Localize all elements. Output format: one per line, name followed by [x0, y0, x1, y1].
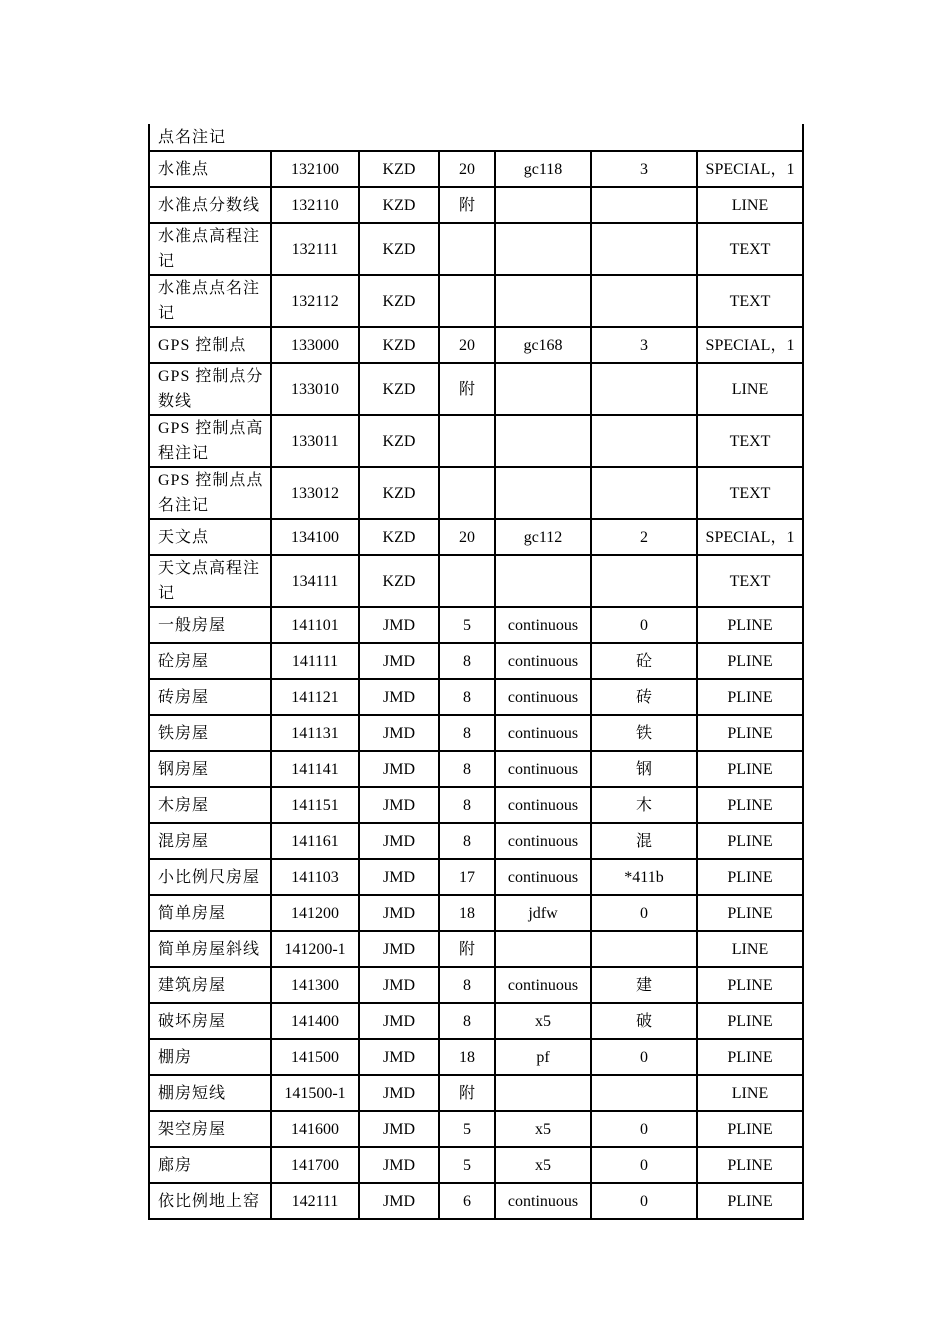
cell-color: 附: [439, 1075, 495, 1111]
table-row: [149, 1075, 803, 1111]
cell-color: 8: [439, 679, 495, 715]
table-row: [149, 151, 803, 187]
cell-code: 133011: [271, 415, 359, 467]
cell-param: 0: [591, 1183, 697, 1219]
cell-layer: KZD: [359, 327, 439, 363]
cell-kind: PLINE: [697, 1183, 803, 1219]
cell-param: [591, 555, 697, 607]
cell-color: 18: [439, 1039, 495, 1075]
cell-layer: JMD: [359, 859, 439, 895]
table-row: [149, 327, 803, 363]
table-row: [149, 363, 803, 415]
cell-param: 0: [591, 1039, 697, 1075]
table-row: [149, 823, 803, 859]
table-row: [149, 1183, 803, 1219]
table-row: [149, 1111, 803, 1147]
cell-name: 水准点: [149, 151, 271, 187]
cell-layer: KZD: [359, 187, 439, 223]
cell-param: [591, 415, 697, 467]
cell-color: 8: [439, 1003, 495, 1039]
table-row: [149, 555, 803, 607]
cell-name: 架空房屋: [149, 1111, 271, 1147]
cell-kind: TEXT: [697, 467, 803, 519]
cell-color: 17: [439, 859, 495, 895]
table-row: [149, 607, 803, 643]
cell-kind: TEXT: [697, 415, 803, 467]
document-page: [148, 124, 802, 1220]
cell-linetype: continuous: [495, 859, 591, 895]
table-row: [149, 1147, 803, 1183]
cell-color: 20: [439, 151, 495, 187]
cell-name: 建筑房屋: [149, 967, 271, 1003]
cell-linetype: [495, 1075, 591, 1111]
cell-kind: PLINE: [697, 895, 803, 931]
cell-kind: LINE: [697, 187, 803, 223]
cell-linetype: continuous: [495, 679, 591, 715]
cell-param: [591, 275, 697, 327]
cell-kind: PLINE: [697, 1147, 803, 1183]
cell-code: 141500: [271, 1039, 359, 1075]
cell-param: [591, 467, 697, 519]
table-row: [149, 519, 803, 555]
cell-linetype: continuous: [495, 967, 591, 1003]
cell-color: [439, 275, 495, 327]
cell-linetype: gc118: [495, 151, 591, 187]
table-row: [149, 859, 803, 895]
cell-param: 0: [591, 895, 697, 931]
cell-name: 水准点高程注记: [149, 223, 271, 275]
cell-linetype: continuous: [495, 823, 591, 859]
cell-linetype: continuous: [495, 787, 591, 823]
cell-code: 141600: [271, 1111, 359, 1147]
cell-code: 134100: [271, 519, 359, 555]
cell-layer: KZD: [359, 555, 439, 607]
cell-param: 3: [591, 327, 697, 363]
cell-kind: TEXT: [697, 555, 803, 607]
cell-code: 133010: [271, 363, 359, 415]
cell-layer: JMD: [359, 823, 439, 859]
cell-kind: PLINE: [697, 643, 803, 679]
cell-layer: JMD: [359, 751, 439, 787]
cell-linetype: gc112: [495, 519, 591, 555]
table-row: [149, 931, 803, 967]
cell-color: 5: [439, 607, 495, 643]
table-row: [149, 187, 803, 223]
cell-name: 破坏房屋: [149, 1003, 271, 1039]
cell-param: 木: [591, 787, 697, 823]
table-row: [149, 1003, 803, 1039]
cell-color: [439, 415, 495, 467]
cell-color: 8: [439, 787, 495, 823]
cell-name: 木房屋: [149, 787, 271, 823]
cell-layer: KZD: [359, 275, 439, 327]
cell-param: *411b: [591, 859, 697, 895]
cell-color: 附: [439, 931, 495, 967]
cell-color: 18: [439, 895, 495, 931]
cell-param: [591, 223, 697, 275]
cell-color: 5: [439, 1147, 495, 1183]
table-row: [149, 715, 803, 751]
cell-name: 天文点高程注记: [149, 555, 271, 607]
cell-linetype: [495, 223, 591, 275]
cell-code: 141300: [271, 967, 359, 1003]
cell-code: 134111: [271, 555, 359, 607]
cell-code: 141400: [271, 1003, 359, 1039]
cell-color: 8: [439, 643, 495, 679]
cell-kind: SPECIAL，1: [697, 151, 803, 187]
cell-layer: JMD: [359, 967, 439, 1003]
cell-layer: JMD: [359, 1147, 439, 1183]
cell-layer: JMD: [359, 1039, 439, 1075]
table-row: [149, 895, 803, 931]
cell-param: 0: [591, 1111, 697, 1147]
cell-kind: PLINE: [697, 967, 803, 1003]
cell-code: 141200-1: [271, 931, 359, 967]
cell-kind: PLINE: [697, 1003, 803, 1039]
cell-kind: PLINE: [697, 1111, 803, 1147]
cell-linetype: continuous: [495, 607, 591, 643]
table-row: [149, 679, 803, 715]
cell-kind: PLINE: [697, 751, 803, 787]
table-row: [149, 467, 803, 519]
cell-layer: JMD: [359, 607, 439, 643]
cell-name: GPS 控制点高程注记: [149, 415, 271, 467]
cell-code: 142111: [271, 1183, 359, 1219]
cell-param: [591, 1075, 697, 1111]
cell-name: 小比例尺房屋: [149, 859, 271, 895]
cell-name: 棚房: [149, 1039, 271, 1075]
table-body: [149, 124, 803, 1219]
cell-code: 141131: [271, 715, 359, 751]
cell-name: 水准点点名注记: [149, 275, 271, 327]
cell-kind: PLINE: [697, 607, 803, 643]
cell-linetype: continuous: [495, 1183, 591, 1219]
cell-name: 钢房屋: [149, 751, 271, 787]
cell-param: 钢: [591, 751, 697, 787]
cell-code: 141500-1: [271, 1075, 359, 1111]
table-row: [149, 275, 803, 327]
cell-color: 5: [439, 1111, 495, 1147]
cell-code: 141141: [271, 751, 359, 787]
cell-param: 破: [591, 1003, 697, 1039]
cell-layer: KZD: [359, 519, 439, 555]
cell-code: 141200: [271, 895, 359, 931]
cell-kind: PLINE: [697, 715, 803, 751]
cell-layer: JMD: [359, 1003, 439, 1039]
cell-layer: JMD: [359, 895, 439, 931]
cell-code: 132112: [271, 275, 359, 327]
cell-linetype: x5: [495, 1111, 591, 1147]
cell-color: 20: [439, 327, 495, 363]
cell-name: GPS 控制点: [149, 327, 271, 363]
table-row: [149, 1039, 803, 1075]
cell-color: 8: [439, 715, 495, 751]
cell-param: 砼: [591, 643, 697, 679]
cell-color: 8: [439, 967, 495, 1003]
cell-param: 3: [591, 151, 697, 187]
cell-code: 141103: [271, 859, 359, 895]
cell-color: 附: [439, 363, 495, 415]
cell-code: 141161: [271, 823, 359, 859]
cell-layer: JMD: [359, 715, 439, 751]
cell-param: 砖: [591, 679, 697, 715]
cell-name: 砼房屋: [149, 643, 271, 679]
cell-code: 141121: [271, 679, 359, 715]
cell-linetype: [495, 555, 591, 607]
cell-layer: KZD: [359, 151, 439, 187]
table-row: [149, 967, 803, 1003]
table-row: [149, 787, 803, 823]
cell-param: [591, 187, 697, 223]
cell-linetype: pf: [495, 1039, 591, 1075]
cell-name: 铁房屋: [149, 715, 271, 751]
cell-kind: PLINE: [697, 823, 803, 859]
cell-name: 廊房: [149, 1147, 271, 1183]
cell-kind: SPECIAL，1: [697, 327, 803, 363]
cell-code: 132111: [271, 223, 359, 275]
cell-name: 混房屋: [149, 823, 271, 859]
cell-kind: PLINE: [697, 1039, 803, 1075]
cell-layer: JMD: [359, 1111, 439, 1147]
cell-kind: LINE: [697, 1075, 803, 1111]
cell-layer: JMD: [359, 643, 439, 679]
cell-layer: KZD: [359, 467, 439, 519]
cell-color: 附: [439, 187, 495, 223]
table-row: [149, 223, 803, 275]
cell-linetype: [495, 931, 591, 967]
cell-param: 铁: [591, 715, 697, 751]
cell-layer: KZD: [359, 363, 439, 415]
cell-layer: KZD: [359, 415, 439, 467]
cell-param: 建: [591, 967, 697, 1003]
cell-linetype: gc168: [495, 327, 591, 363]
table-row: [149, 415, 803, 467]
cell-param: 0: [591, 607, 697, 643]
cell-code: 132110: [271, 187, 359, 223]
cell-param: [591, 363, 697, 415]
cell-layer: JMD: [359, 787, 439, 823]
cell-linetype: continuous: [495, 751, 591, 787]
cell-param: 0: [591, 1147, 697, 1183]
cell-param: 混: [591, 823, 697, 859]
cell-name: 简单房屋: [149, 895, 271, 931]
cell-name: 简单房屋斜线: [149, 931, 271, 967]
feature-code-table: [148, 124, 804, 1220]
cell-kind: LINE: [697, 931, 803, 967]
cell-code: 141151: [271, 787, 359, 823]
cell-color: 8: [439, 751, 495, 787]
cell-kind: TEXT: [697, 275, 803, 327]
cell-linetype: continuous: [495, 715, 591, 751]
cell-linetype: [495, 415, 591, 467]
cell-layer: JMD: [359, 1183, 439, 1219]
cell-layer: JMD: [359, 1075, 439, 1111]
cell-linetype: continuous: [495, 643, 591, 679]
cell-code: 133000: [271, 327, 359, 363]
cell-layer: JMD: [359, 679, 439, 715]
cell-color: [439, 467, 495, 519]
cell-name: 依比例地上窑: [149, 1183, 271, 1219]
continuation-row: [149, 124, 803, 151]
cell-kind: PLINE: [697, 859, 803, 895]
cell-code: 141111: [271, 643, 359, 679]
cell-color: [439, 555, 495, 607]
cell-name: 天文点: [149, 519, 271, 555]
cell-kind: TEXT: [697, 223, 803, 275]
cell-code: 141700: [271, 1147, 359, 1183]
cell-linetype: x5: [495, 1147, 591, 1183]
cell-color: [439, 223, 495, 275]
cell-linetype: [495, 467, 591, 519]
cell-linetype: [495, 187, 591, 223]
cell-code: 141101: [271, 607, 359, 643]
cell-layer: JMD: [359, 931, 439, 967]
cell-name: 棚房短线: [149, 1075, 271, 1111]
cell-name: 砖房屋: [149, 679, 271, 715]
cell-name: 水准点分数线: [149, 187, 271, 223]
cell-param: 2: [591, 519, 697, 555]
cell-linetype: x5: [495, 1003, 591, 1039]
cell-param: [591, 931, 697, 967]
cell-kind: PLINE: [697, 787, 803, 823]
cell-code: 133012: [271, 467, 359, 519]
continuation-label: 点名注记: [149, 124, 271, 151]
table-row: [149, 751, 803, 787]
cell-kind: LINE: [697, 363, 803, 415]
cell-code: 132100: [271, 151, 359, 187]
cell-linetype: jdfw: [495, 895, 591, 931]
cell-kind: SPECIAL，1: [697, 519, 803, 555]
table-row: [149, 643, 803, 679]
cell-color: 8: [439, 823, 495, 859]
cell-color: 6: [439, 1183, 495, 1219]
cell-color: 20: [439, 519, 495, 555]
cell-linetype: [495, 275, 591, 327]
cell-linetype: [495, 363, 591, 415]
cell-layer: KZD: [359, 223, 439, 275]
cell-name: GPS 控制点分数线: [149, 363, 271, 415]
cell-name: 一般房屋: [149, 607, 271, 643]
cell-kind: PLINE: [697, 679, 803, 715]
cell-name: GPS 控制点点名注记: [149, 467, 271, 519]
